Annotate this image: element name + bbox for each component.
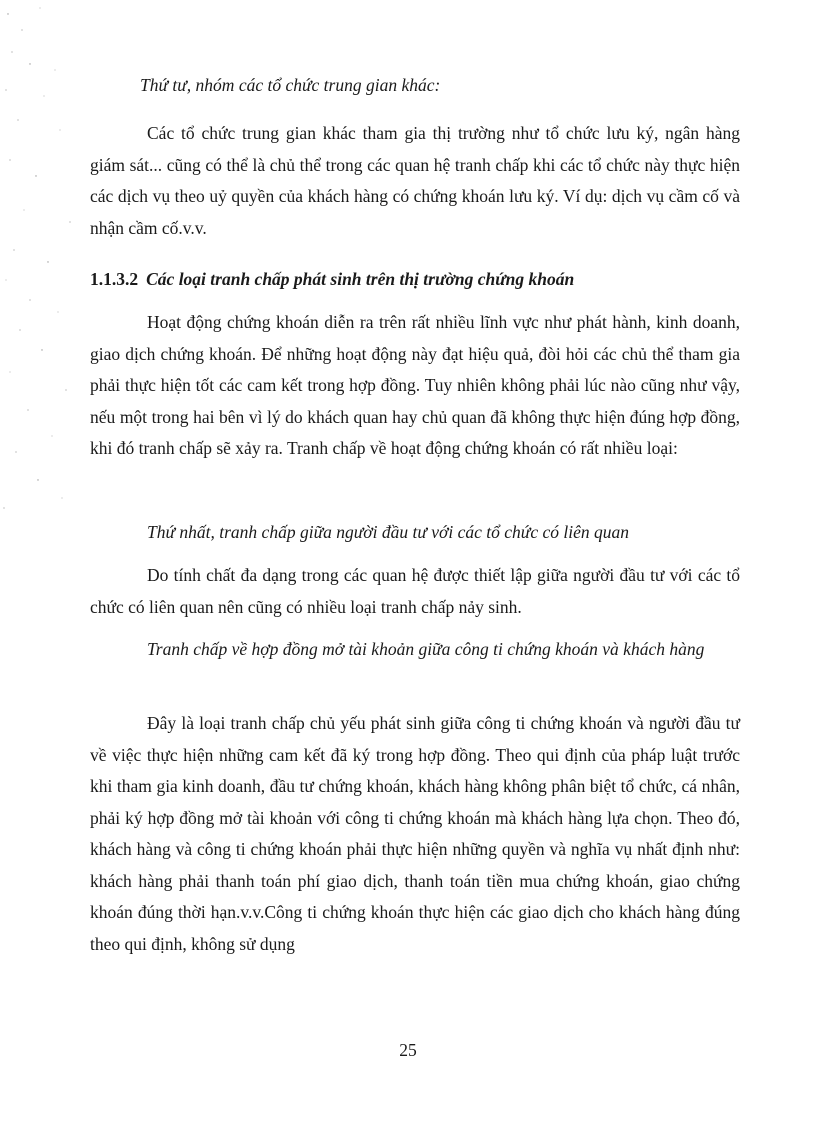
scan-speckle-decoration: [0, 0, 90, 520]
subsection-title: Các loại tranh chấp phát sinh trên thị trường chứng khoán: [146, 269, 575, 289]
page-number: 25: [399, 1040, 417, 1060]
subsection-number: 1.1.3.2: [90, 269, 139, 289]
first-dispute-paragraph: Do tính chất đa dạng trong các quan hệ được thiết lập giữa người đầu tư với các tổ chức có liên quan nên cũng có nhiều loại tranh chấp nảy sinh.: [90, 565, 740, 617]
contract-dispute-paragraph: Đây là loại tranh chấp chủ yếu phát sinh giữa công ti chứng khoán và người đầu tư về việc thực hiện những cam kết đã ký trong hợp đồng. Theo qui định của pháp luật trước khi tham gia kinh doanh, đầu tư chứng khoán, khách hàng không phân biệt tổ chức, cá nhân, phải ký hợp đồng mở tài khoản với công ti chứng khoán mà khách hàng lựa chọn. Theo đó, khách hàng và công ti chứng khoán phải thực hiện những quyền và nghĩa vụ nhất định như: khách hàng phải thanh toán phí giao dịch, thanh toán tiền mua chứng khoán, giao chứng khoán đúng thời hạn.v.v.Công ti chứng khoán thực hiện các giao dịch cho khách hàng đúng theo qui định, không sử dụng: [90, 713, 740, 954]
fourth-group-paragraph: Các tổ chức trung gian khác tham gia thị trường như tổ chức lưu ký, ngân hàng giám sát... cũng có thể là chủ thể trong các quan hệ tranh chấp khi các tổ chức này thực hiện các dịch vụ theo uỷ quyền của khách hàng có chứng khoán lưu ký. Ví dụ: dịch vụ cầm cố và nhận cầm cố.v.v.: [90, 123, 740, 238]
first-dispute-heading: Thứ nhất, tranh chấp giữa người đầu tư với các tổ chức có liên quan: [147, 522, 629, 542]
intro-paragraph: Hoạt động chứng khoán diễn ra trên rất nhiều lĩnh vực như phát hành, kinh doanh, giao dịch chứng khoán. Để những hoạt động này đạt hiệu quả, đòi hỏi các chủ thể tham gia phải thực hiện tốt các cam kết trong hợp đồng. Tuy nhiên không phải lúc nào cũng như vậy, nếu một trong hai bên vì lý do khách quan hay chủ quan đã không thực hiện đúng hợp đồng, khi đó tranh chấp sẽ xảy ra. Tranh chấp về hoạt động chứng khoán có rất nhiều loại:: [90, 312, 740, 458]
subsection-heading: [90, 264, 740, 296]
contract-dispute-heading: Tranh chấp về hợp đồng mở tài khoản giữa công ti chứng khoán và khách hàng: [147, 639, 705, 659]
fourth-group-heading: Thứ tư, nhóm các tổ chức trung gian khác:: [140, 75, 441, 95]
